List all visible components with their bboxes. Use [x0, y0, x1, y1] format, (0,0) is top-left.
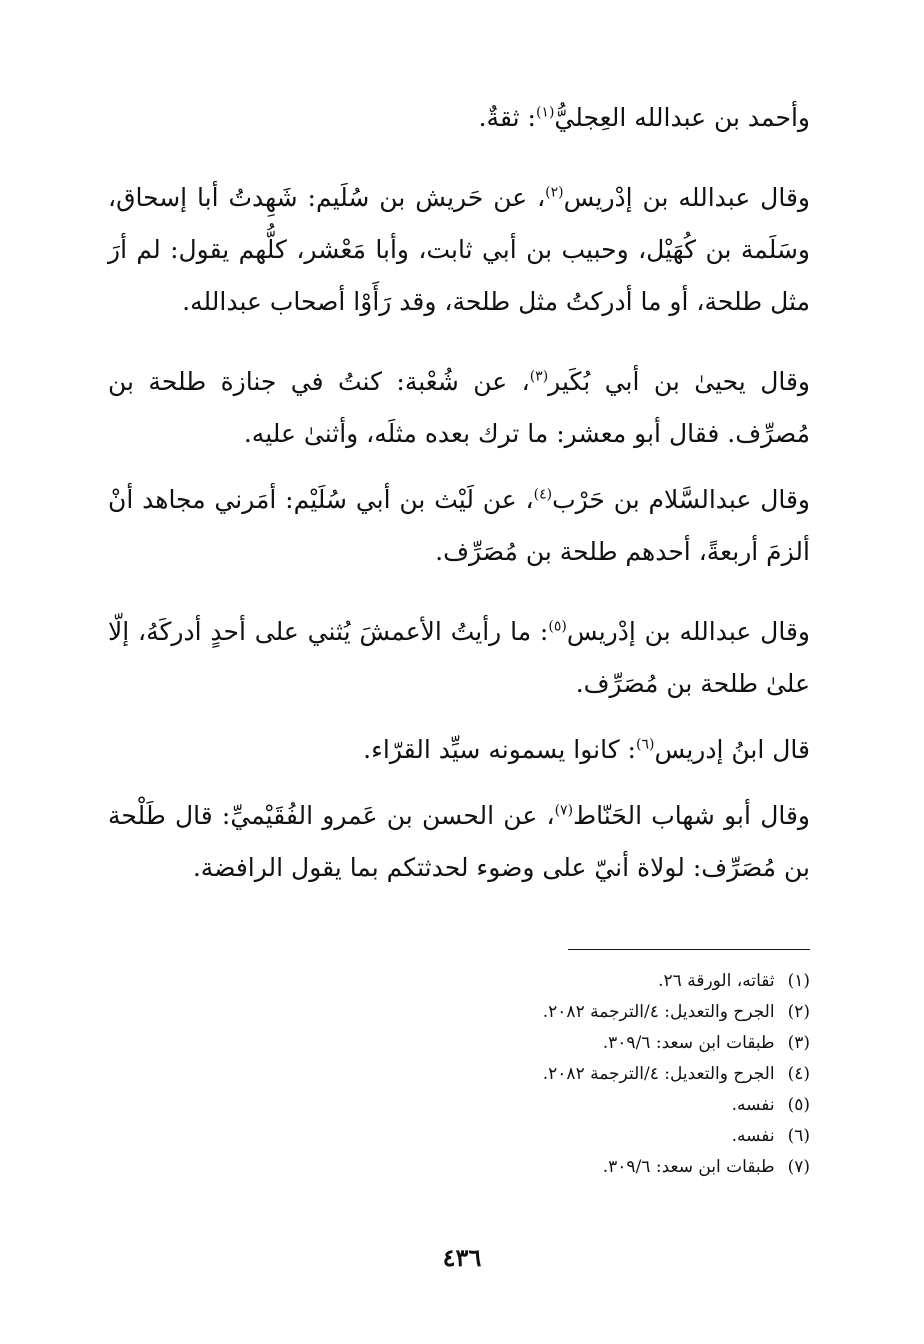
paragraph-1: وأحمد بن عبدالله العِجليُّ$^{(١)}$: ثقةٌ.	[478, 103, 810, 132]
main-text	[108, 92, 810, 894]
paragraph-5: وقال عبدالله بن إدْريس$^{(٥)}$: ما رأيتُ الأعمشَ يُثني على أحدٍ أدركَهُ، إلّا علىٰ طلحة بن مُصَرِّف.	[108, 617, 810, 698]
footnote-1: (١) ثقاته، الورقة ٢٦.	[658, 971, 810, 991]
footnote-separator	[568, 949, 810, 950]
paragraph-7: وقال أبو شهاب الحَنّاط$^{(٧)}$، عن الحسن بن عَمرو الفُقَيْميِّ: قال طَلْحة بن مُصَرِّف: لولاة أنيّ على وضوء لحدثتكم بما يقول الرافضة.	[108, 801, 810, 882]
footnote-2: (٢) الجرح والتعديل: ٤/الترجمة ٢٠٨٢.	[542, 1002, 810, 1022]
paragraph-6: قال ابنُ إدريس$^{(٦)}$: كانوا يسمونه سيِّد القرّاء.	[363, 735, 810, 764]
footnote-ref-5: (٥)	[548, 618, 567, 635]
footnote-5: (٥) نفسه.	[731, 1095, 810, 1115]
paragraph-3: وقال يحيىٰ بن أبي بُكَير$^{(٣)}$، عن شُعْبة: كنتُ في جنازة طلحة بن مُصرِّف. فقال أبو معشر: ما ترك بعده مثلَه، وأثنىٰ عليه.	[108, 367, 810, 448]
footnote-3: (٣) طبقات ابن سعد: ٣٠٩/٦.	[602, 1033, 810, 1053]
footnote-ref-1: (١)	[535, 104, 555, 121]
footnote-6: (٦) نفسه.	[731, 1126, 810, 1146]
footnote-ref-4: (٤)	[533, 486, 553, 503]
footnote-ref-2: (٢)	[545, 184, 564, 201]
paragraph-4: وقال عبدالسَّلام بن حَرْب$^{(٤)}$، عن لَيْث بن أبي سُلَيْم: أمَرني مجاهد أنْ ألزمَ أربعةً، أحدهم طلحة بن مُصَرِّف.	[108, 485, 811, 566]
footnotes	[300, 966, 810, 1183]
page-number: ٤٣٦	[442, 1243, 482, 1272]
footnote-4: (٤) الجرح والتعديل: ٤/الترجمة ٢٠٨٢.	[542, 1064, 810, 1084]
footnote-ref-6: (٦)	[635, 736, 655, 753]
footnote-ref-3: (٣)	[529, 368, 549, 385]
footnote-7: (٧) طبقات ابن سعد: ٣٠٩/٦.	[602, 1157, 810, 1177]
paragraph-2: وقال عبدالله بن إدْريس$^{(٢)}$، عن حَريش بن سُلَيم: شَهِدتُ أبا إسحاق، وسَلَمة بن كُهَيْل، وحبيب بن أبي ثابت، وأبا مَعْشر، كلُّهم يقول: لم أرَ مثل طلحة، أو ما أدركتُ مثل طلحة، وقد رَأَوْا أصحاب عبدالله.	[108, 183, 810, 316]
footnote-ref-7: (٧)	[554, 802, 574, 819]
